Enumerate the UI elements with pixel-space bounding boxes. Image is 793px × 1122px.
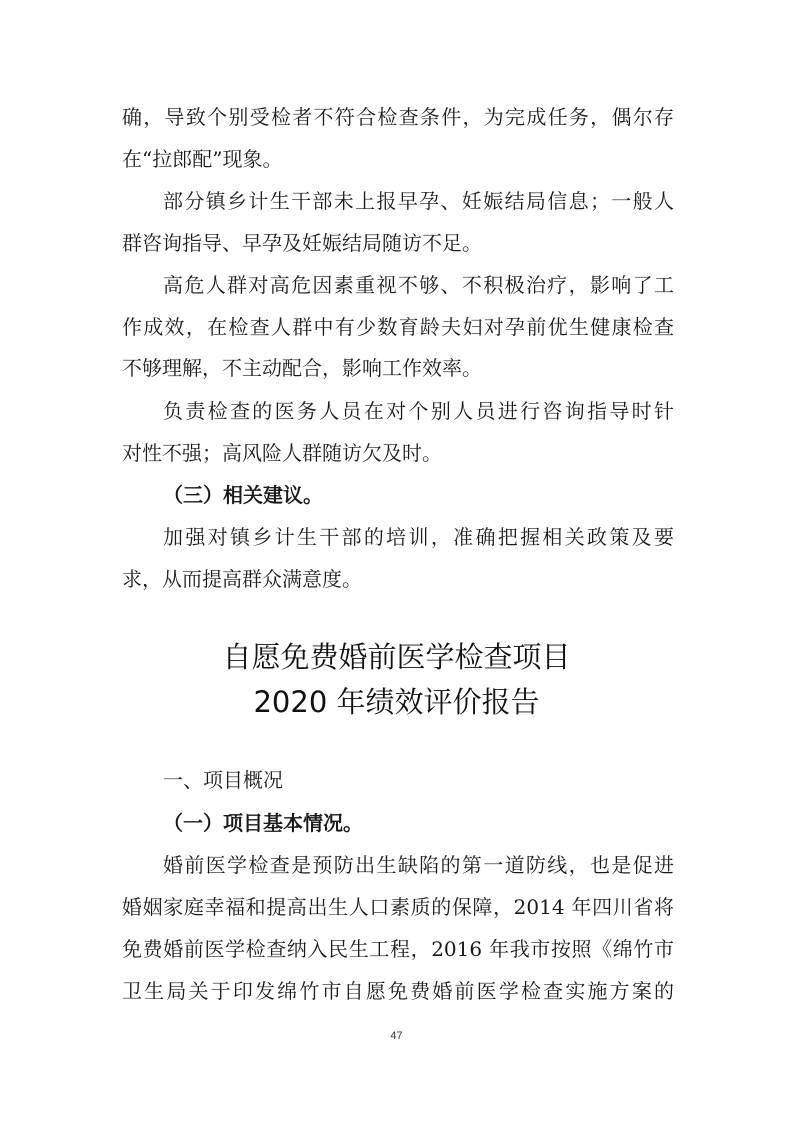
report-title-line1: 自愿免费婚前医学检查项目 — [222, 640, 571, 674]
paragraph-line: 加强对镇乡计生干部的培训，准确把握相关政策及要 — [163, 525, 674, 549]
paragraph-line: 免费婚前医学检查纳入民生工程，2016 年我市按照《绵竹市 — [122, 937, 674, 961]
section-heading-recommendations: （三）相关建议。 — [163, 483, 323, 507]
paragraph-line: 不够理解，不主动配合，影响工作效率。 — [122, 356, 482, 380]
paragraph-line: 负责检查的医务人员在对个别人员进行咨询指导时针 — [163, 399, 674, 423]
paragraph-line: 确，导致个别受检者不符合检查条件，为完成任务，偶尔存 — [122, 105, 674, 129]
paragraph-line: 群咨询指导、早孕及妊娠结局随访不足。 — [122, 231, 482, 255]
paragraph-line: 求，从而提高群众满意度。 — [122, 567, 362, 591]
page-number: 47 — [390, 1030, 403, 1042]
paragraph-line: 对性不强；高风险人群随访欠及时。 — [122, 441, 442, 465]
section-heading-overview: 一、项目概况 — [163, 768, 283, 792]
paragraph-line: 作成效，在检查人群中有少数育龄夫妇对孕前优生健康检查 — [122, 315, 674, 339]
paragraph-line: 部分镇乡计生干部未上报早孕、妊娠结局信息；一般人 — [163, 189, 674, 213]
report-title-line2: 2020 年绩效评价报告 — [253, 685, 540, 719]
paragraph-line: 高危人群对高危因素重视不够、不积极治疗，影响了工 — [163, 273, 674, 297]
subsection-heading-basic-info: （一）项目基本情况。 — [163, 811, 363, 835]
paragraph-line: 婚前医学检查是预防出生缺陷的第一道防线，也是促进 — [163, 853, 674, 877]
paragraph-line: 卫生局关于印发绵竹市自愿免费婚前医学检查实施方案的 — [122, 979, 674, 1003]
paragraph-line: 婚姻家庭幸福和提高出生人口素质的保障，2014 年四川省将 — [122, 895, 674, 919]
paragraph-line: 在“拉郎配”现象。 — [122, 147, 283, 171]
